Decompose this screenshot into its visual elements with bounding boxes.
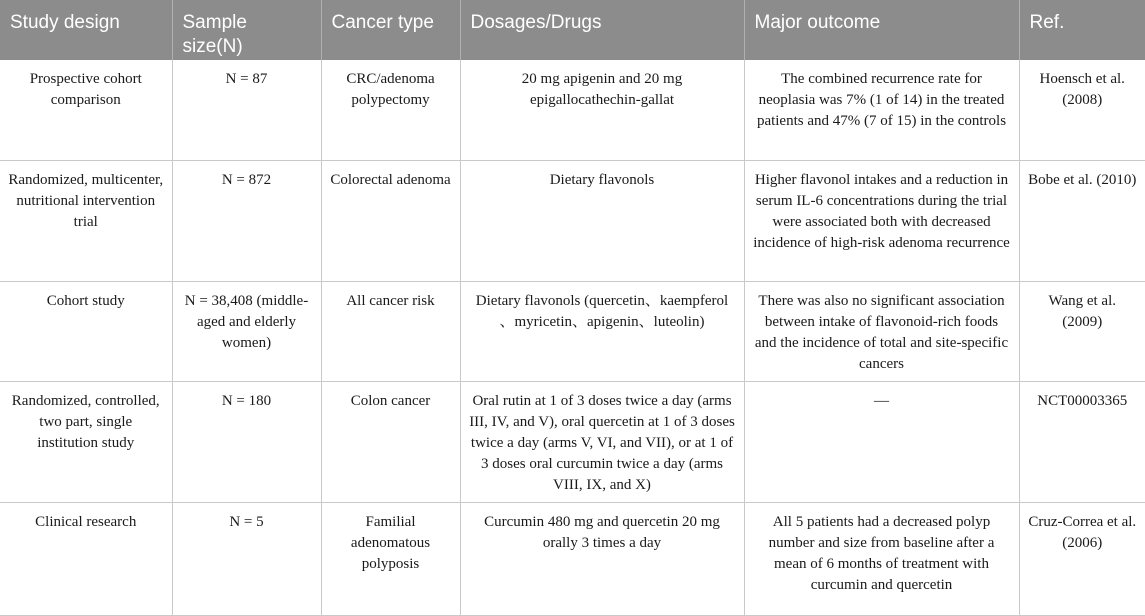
header-study-design: Study design <box>0 0 172 60</box>
cell-ref: Wang et al. (2009) <box>1019 281 1145 381</box>
cell-dosages: 20 mg apigenin and 20 mg epigallocathechin-gallat <box>460 60 744 160</box>
cell-outcome: There was also no significant association between intake of flavonoid-rich foods and the incidence of total and site-specific cancers <box>744 281 1019 381</box>
cell-outcome: The combined recurrence rate for neoplasia was 7% (1 of 14) in the treated patients and 47% (7 of 15) in the controls <box>744 60 1019 160</box>
cell-ref: Bobe et al. (2010) <box>1019 160 1145 281</box>
cell-study-design: Randomized, multicenter, nutritional intervention trial <box>0 160 172 281</box>
header-ref: Ref. <box>1019 0 1145 60</box>
cell-dosages: Oral rutin at 1 of 3 doses twice a day (arms III, IV, and V), oral quercetin at 1 of 3 doses twice a day (arms V, VI, and VII), or at 1 of 3 doses oral curcumin twice a day (arms VIII, IX, and X) <box>460 381 744 502</box>
cell-dosages: Dietary flavonols <box>460 160 744 281</box>
cell-study-design: Randomized, controlled, two part, single institution study <box>0 381 172 502</box>
table-row <box>0 502 1145 615</box>
cell-cancer-type: Colon cancer <box>321 381 460 502</box>
cell-sample-size: N = 5 <box>172 502 321 615</box>
table-row <box>0 60 1145 160</box>
cell-sample-size: N = 872 <box>172 160 321 281</box>
cell-cancer-type: All cancer risk <box>321 281 460 381</box>
cell-outcome: — <box>744 381 1019 502</box>
cell-sample-size: N = 87 <box>172 60 321 160</box>
cell-study-design: Clinical research <box>0 502 172 615</box>
cell-cancer-type: Colorectal adenoma <box>321 160 460 281</box>
cell-study-design: Prospective cohort comparison <box>0 60 172 160</box>
cell-ref: NCT00003365 <box>1019 381 1145 502</box>
cell-ref: Hoensch et al. (2008) <box>1019 60 1145 160</box>
header-sample-size: Sample size(N) <box>172 0 321 60</box>
table-row <box>0 381 1145 502</box>
table-row <box>0 281 1145 381</box>
header-major-outcome: Major outcome <box>744 0 1019 60</box>
cell-dosages: Dietary flavonols (quercetin、kaempferol 、myricetin、apigenin、luteolin) <box>460 281 744 381</box>
cell-ref: Cruz-Correa et al. (2006) <box>1019 502 1145 615</box>
cell-sample-size: N = 180 <box>172 381 321 502</box>
cell-sample-size: N = 38,408 (middle-aged and elderly women) <box>172 281 321 381</box>
header-dosages-drugs: Dosages/Drugs <box>460 0 744 60</box>
cell-outcome: Higher flavonol intakes and a reduction in serum IL-6 concentrations during the trial were associated both with decreased incidence of high-risk adenoma recurrence <box>744 160 1019 281</box>
cell-cancer-type: Familial adenomatous polyposis <box>321 502 460 615</box>
cell-dosages: Curcumin 480 mg and quercetin 20 mg orally 3 times a day <box>460 502 744 615</box>
header-cancer-type: Cancer type <box>321 0 460 60</box>
table-row <box>0 160 1145 281</box>
cell-outcome: All 5 patients had a decreased polyp number and size from baseline after a mean of 6 months of treatment with curcumin and quercetin <box>744 502 1019 615</box>
cell-cancer-type: CRC/adenoma polypectomy <box>321 60 460 160</box>
cell-study-design: Cohort study <box>0 281 172 381</box>
header-row <box>0 0 1145 60</box>
